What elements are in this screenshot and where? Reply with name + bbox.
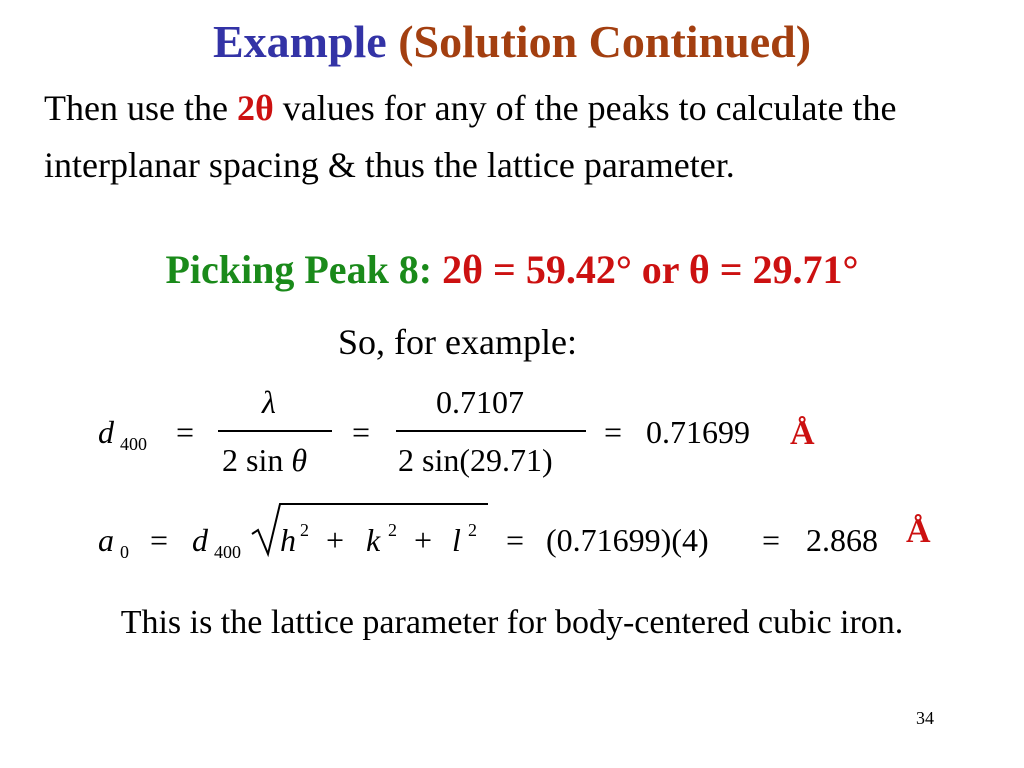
eq1-two-sin: 2 sin xyxy=(222,442,292,478)
eq1-equals-2: = xyxy=(352,414,371,450)
two-theta-highlight: 2θ xyxy=(236,88,274,128)
eq1-denominator-1 xyxy=(222,440,307,480)
eq2-a-sub: 0 xyxy=(120,542,129,562)
eq2-l: l xyxy=(452,522,461,558)
eq2-result: 2.868 xyxy=(806,522,878,558)
title-example: Example xyxy=(212,16,387,67)
eq2-equals-3: = xyxy=(762,522,781,558)
eq2-d-var: d xyxy=(192,522,208,558)
eq1-fraction-bar-1 xyxy=(218,430,332,432)
eq1-lambda: λ xyxy=(262,384,276,420)
eq2-plus-1: + xyxy=(326,522,345,558)
eq2-equals-1: = xyxy=(150,522,169,558)
eq2-k-exp: 2 xyxy=(388,520,397,540)
eq1-d-var: d xyxy=(98,414,114,450)
eq2-a-var: a xyxy=(98,522,114,558)
eq1-theta: θ xyxy=(291,442,308,478)
example-intro: So, for example: xyxy=(338,322,577,362)
eq2-l-exp: 2 xyxy=(468,520,477,540)
eq2-plus-2: + xyxy=(414,522,433,558)
eq1-result: 0.71699 xyxy=(646,414,750,450)
eq1-d-sub: 400 xyxy=(120,434,147,454)
eq1-equals-3: = xyxy=(604,414,623,450)
eq1-fraction-bar-2 xyxy=(396,430,586,432)
picking-peak-line xyxy=(0,244,1024,296)
conclusion-text: This is the lattice parameter for body-centered cubic iron. xyxy=(120,604,904,641)
eq1-equals-1: = xyxy=(176,414,195,450)
eq2-angstrom-unit: Å xyxy=(906,513,931,550)
picking-peak-value: 2θ = 59.42° or θ = 29.71° xyxy=(442,247,859,292)
intro-text-start: Then use the xyxy=(44,88,237,128)
intro-paragraph xyxy=(44,80,994,194)
slide-title xyxy=(0,12,1024,72)
title-solution-continued: (Solution Continued) xyxy=(386,16,812,67)
eq2-equals-2: = xyxy=(506,522,525,558)
eq2-h-exp: 2 xyxy=(300,520,309,540)
eq1-numerator-2: 0.7107 xyxy=(436,384,524,420)
eq1-denominator-2: 2 sin(29.71) xyxy=(398,442,553,478)
intro-text-end: values for any of the peaks to calculate the interplanar spacing & thus the lattice parameter. xyxy=(44,88,897,185)
eq2-product: (0.71699)(4) xyxy=(546,522,709,558)
picking-peak-label: Picking Peak 8: xyxy=(165,247,443,292)
eq2-k: k xyxy=(366,522,381,558)
eq1-angstrom-unit: Å xyxy=(790,415,815,452)
page-number: 34 xyxy=(916,708,934,728)
eq2-h: h xyxy=(280,522,296,558)
eq2-d-sub: 400 xyxy=(214,542,241,562)
